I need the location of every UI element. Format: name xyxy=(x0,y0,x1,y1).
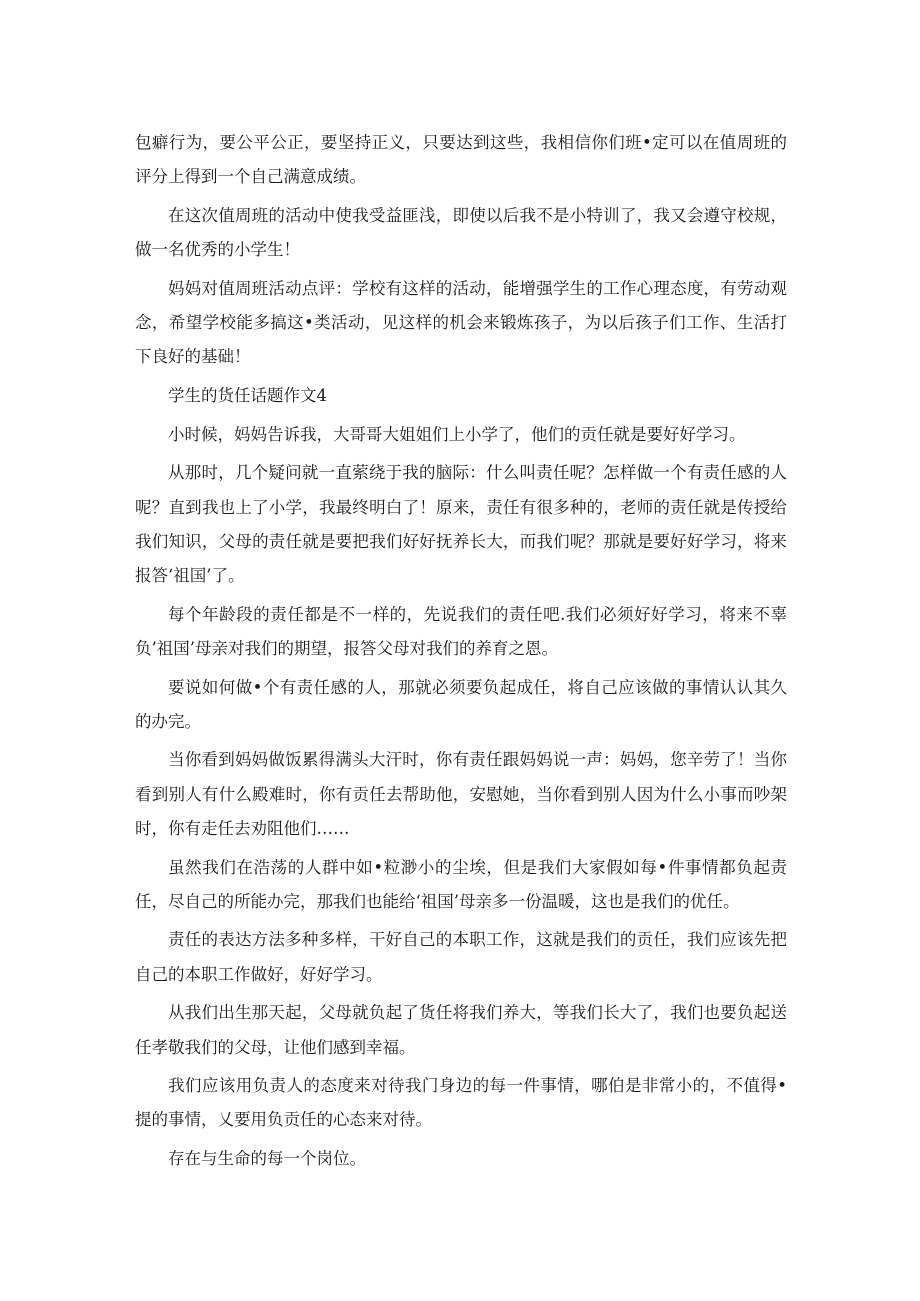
paragraph: 我们应该用负责人的态度来对待我门身边的每一件事情，哪伯是非常小的，不值得•提的事情，乂要用负贡任的心态来对待。 xyxy=(135,1076,787,1130)
paragraph: 存在与生命的每一个岗位。 xyxy=(168,1149,366,1169)
document-body xyxy=(135,126,787,1181)
paragraph: 小时候，妈妈告诉我，大哥哥大姐姐们上小学了，他们的贡任就是要好好学习。 xyxy=(168,424,746,444)
paragraph: 从那时，几个疑问就一直萦绕于我的脑际：什么叫责任呢？怎样做一个有责任感的人呢？直到我也上了小学，我最终明白了！原来，责任有很多种的，老师的责任就是传授给我们知识，父母的责任就是要把我们好好抚养长大，而我们呢？那就是要好好学习，将来报答‘祖国’了。 xyxy=(135,463,787,585)
paragraph: 包癖行为，要公平公正，要坚持正义，只要达到这些，我相信你们班•定可以在值周班的评分上得到一个自己满意成绩。 xyxy=(135,133,787,187)
paragraph: 妈妈对值周班活动点评：学校有这样的活动，能增强学生的工作心理态度，有劳动观念，希望学校能多搞这•类活动，见这样的机会来锻炼孩子，为以后孩子们工作、生活打下良好的基础！ xyxy=(135,278,787,367)
section-heading: 学生的货任话题作文4 xyxy=(168,385,327,405)
paragraph: 当你看到妈妈做饭累得满头大汗时，你有责任跟妈妈说一声：妈妈，您辛劳了！当你看到别人有什么殿难时，你有贡任去帮助他，安慰她，当你看到别人因为什么小事而吵架时，你有走任去劝阻他们…… xyxy=(135,750,787,838)
paragraph: 在这次值周班的活动中使我受益匪浅，即使以后我不是小特训了，我又会遵守校规，做一名优秀的小学生！ xyxy=(135,205,787,260)
paragraph: 责任的表达方法多种多样，干好自己的本职工作，这就是我们的贡任，我们应该先把自己的本职工作做好，好好学习。 xyxy=(135,930,787,984)
paragraph: 每个年龄段的责任都是不一样的，先说我们的责任吧.我们必须好好学习，将来不辜负’祖国’母亲对我们的期望，报答父母对我们的养育之恩。 xyxy=(135,604,787,658)
paragraph: 虽然我们在浩荡的人群中如•粒渺小的尘埃，但是我们大家假如每•件事情都负起责任，尽自己的所能办完，那我们也能给‘祖国’母亲多一份温暖，这也是我们的优任。 xyxy=(135,857,787,911)
paragraph: 要说如何做•个有责任感的人，那就必须要负起成任，将自己应该做的事情认认其久的办完。 xyxy=(135,677,787,731)
paragraph: 从我们出生那天起，父母就负起了货任将我们养大，等我们长大了，我们也要负起送任孝敬我们的父母，让他们感到幸福。 xyxy=(135,1003,787,1057)
